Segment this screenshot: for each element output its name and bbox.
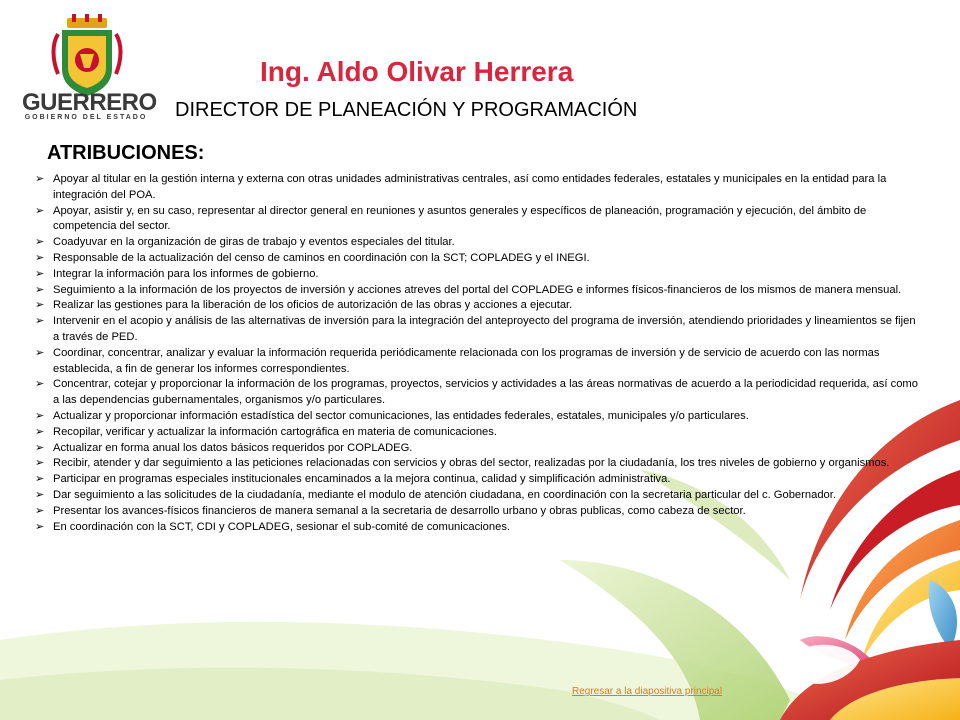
list-item-text: Integrar la información para los informes de gobierno. <box>53 267 319 280</box>
arrow-bullet-icon: ➢ <box>35 299 45 312</box>
back-to-main-slide-link[interactable]: Regresar a la diapositiva principal <box>572 686 723 697</box>
list-item-text: Coordinar, concentrar, analizar y evaluar la información requerida periódicamente relacionada con los programas de inversión y de servicio de acuerdo con las normas establecida, a fin de generar los informes correspondientes. <box>53 346 880 375</box>
list-item-text: Realizar las gestiones para la liberación de los oficios de autorización de las obras y acciones a ejecutar. <box>53 299 573 312</box>
list-item <box>33 520 921 536</box>
arrow-bullet-icon: ➢ <box>35 488 45 501</box>
arrow-bullet-icon: ➢ <box>35 173 45 185</box>
arrow-bullet-icon: ➢ <box>35 520 45 533</box>
list-item <box>33 409 921 425</box>
arrow-bullet-icon: ➢ <box>35 425 45 438</box>
arrow-bullet-icon: ➢ <box>35 283 45 296</box>
arrow-bullet-icon: ➢ <box>35 346 45 359</box>
list-item-text: En coordinación con la SCT, CDI y COPLADEG, sesionar el sub-comité de comunicaciones. <box>53 520 511 533</box>
list-item <box>33 251 921 267</box>
attributions-list <box>33 172 921 535</box>
list-item <box>33 425 921 441</box>
logo-subtitle: GOBIERNO DEL ESTADO <box>24 114 148 121</box>
arrow-bullet-icon: ➢ <box>35 409 45 422</box>
list-item-text: Participar en programas especiales institucionales encaminados a la mejora continua, calidad y simplificación administrativa. <box>53 473 671 486</box>
list-item <box>33 204 921 236</box>
list-item-text: Responsable de la actualización del censo de caminos en coordinación con la SCT; COPLADEG y el INEGI. <box>53 251 590 264</box>
arrow-bullet-icon: ➢ <box>35 378 45 391</box>
list-item <box>33 441 921 457</box>
list-item <box>33 377 921 409</box>
list-item <box>33 235 921 251</box>
list-item <box>33 314 921 346</box>
list-item-text: Seguimiento a la información de los proyectos de inversión y acciones atreves del portal del COPLADEG e informes físicos-financieros de los mismos de manera mensual. <box>53 283 902 296</box>
arrow-bullet-icon: ➢ <box>35 441 45 454</box>
section-heading: ATRIBUCIONES: <box>47 142 205 164</box>
list-item-text: Dar seguimiento a las solicitudes de la ciudadanía, mediante el modulo de atención ciudadana, en coordinación con la secretaria particular del c. Gobernador. <box>53 488 836 501</box>
person-name-title: Ing. Aldo Olivar Herrera <box>260 56 574 87</box>
logo-text <box>22 89 157 121</box>
list-item-text: Presentar los avances-físicos financieros de manera semanal a la secretaria de desarrollo urbano y obras publicas, como cabeza de sector. <box>53 504 746 517</box>
logo-title: GUERRERO <box>22 89 157 116</box>
list-item <box>33 472 921 488</box>
arrow-bullet-icon: ➢ <box>35 315 45 328</box>
list-item-text: Recibir, atender y dar seguimiento a las peticiones relacionadas con servicios y obras del sector, realizadas por la ciudadanía, los tres niveles de gobierno y organismos. <box>53 457 890 470</box>
list-item <box>33 504 921 520</box>
list-item <box>33 298 921 314</box>
list-item <box>33 172 921 204</box>
arrow-bullet-icon: ➢ <box>35 204 45 217</box>
list-item-text: Actualizar en forma anual los datos básicos requeridos por COPLADEG. <box>53 441 413 454</box>
list-item-text: Recopilar, verificar y actualizar la información cartográfica en materia de comunicaciones. <box>53 425 497 438</box>
position-subtitle: DIRECTOR DE PLANEACIÓN Y PROGRAMACIÓN <box>175 99 638 121</box>
arrow-bullet-icon: ➢ <box>35 267 45 280</box>
list-item-text: Coadyuvar en la organización de giras de trabajo y eventos especiales del titular. <box>53 236 455 249</box>
list-item <box>33 488 921 504</box>
arrow-bullet-icon: ➢ <box>35 457 45 470</box>
list-item-text: Concentrar, cotejar y proporcionar la información de los programas, proyectos, servicios y actividades a las áreas normativas de acuerdo a la periodicidad requerida, así como a las dependencias gubernamentales, organismos y/o particulares. <box>53 378 918 407</box>
arrow-bullet-icon: ➢ <box>35 504 45 517</box>
list-item-text: Apoyar al titular en la gestión interna y externa con otras unidades administrativas centrales, así como entidades federales, estatales y municipales en la entidad para la integración del POA. <box>53 173 887 201</box>
arrow-bullet-icon: ➢ <box>35 251 45 264</box>
list-item-text: Intervenir en el acopio y análisis de las alternativas de inversión para la integración del anteproyecto del programa de inversión, atendiendo prioridades y lineamientos se fijen a través de PED. <box>53 315 916 343</box>
list-item <box>33 346 921 378</box>
list-item <box>33 456 921 472</box>
list-item <box>33 283 921 299</box>
arrow-bullet-icon: ➢ <box>35 236 45 249</box>
arrow-bullet-icon: ➢ <box>35 473 45 486</box>
list-item-text: Actualizar y proporcionar información estadística del sector comunicaciones, las entidades federales, estatales, municipales y/o particulares. <box>53 409 749 422</box>
list-item-text: Apoyar, asistir y, en su caso, representar al director general en reuniones y asuntos generales y específicos de planeación, programación y ejecución, del ámbito de competencia del sector. <box>53 204 867 233</box>
list-item <box>33 267 921 283</box>
